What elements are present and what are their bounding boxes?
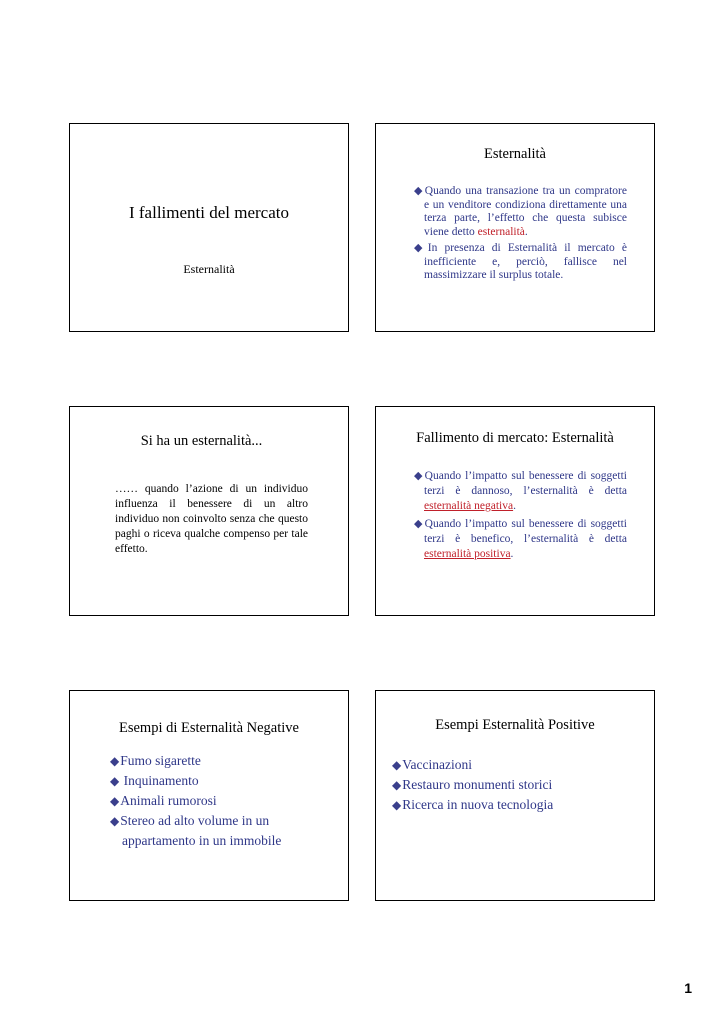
highlight-term: esternalità positiva [424,548,511,560]
diamond-bullet-icon: ◆ [110,814,120,828]
slide-6 [375,690,655,901]
list-item: ◆Quando una transazione tra un compratore e un venditore condiziona direttamente una terza parte, l’effetto che questa subisce viene detto esternalità. [414,185,627,238]
list-item: ◆Quando l’impatto sul benessere di soggetti terzi è benefico, l’esternalità è detta esternalità positiva. [414,518,628,560]
slide-1 [69,123,349,332]
bullet-list [110,751,298,851]
highlight-term: esternalità negativa [424,500,514,512]
diamond-bullet-icon: ◆ [414,518,424,530]
list-item: ◆Ricerca in nuova tecnologia [392,797,554,812]
diamond-bullet-icon: ◆ [110,774,120,788]
diamond-bullet-icon: ◆ [392,758,402,772]
slide-2 [375,123,655,332]
list-item: ◆Fumo sigarette [110,753,201,768]
bullet-list [392,755,634,815]
list-item: ◆Animali rumorosi [110,793,217,808]
diamond-bullet-icon: ◆ [414,470,424,482]
list-item: ◆In presenza di Esternalità il mercato è inefficiente e, perciò, fallisce nel massimizzare il surplus totale. [414,242,627,281]
diamond-bullet-icon: ◆ [392,778,402,792]
slide-subtitle: Esternalità [183,262,235,276]
slide-title: Fallimento di mercato: Esternalità [416,430,614,446]
slide-5 [69,690,349,901]
list-item: ◆Stereo ad alto volume in un appartamento in un immobile [110,813,282,848]
list-item: ◆Vaccinazioni [392,757,472,772]
slide-body: …… quando l’azione di un individuo influenza il benessere di un altro individuo non coinvolto senza che questo paghi o riceva qualche compenso per tale effetto. [115,483,308,555]
diamond-bullet-icon: ◆ [392,798,402,812]
diamond-bullet-icon: ◆ [414,242,427,254]
page-number: 1 [684,980,692,996]
slide-title: Esternalità [483,146,546,162]
diamond-bullet-icon: ◆ [110,754,120,768]
list-item: ◆Quando l’impatto sul benessere di soggetti terzi è dannoso, l’esternalità è detta esternalità negativa. [414,470,628,512]
list-item: ◆Restauro monumenti storici [392,777,553,792]
list-item: ◆ Inquinamento [110,773,199,788]
slide-title: I fallimenti del mercato [128,203,289,222]
diamond-bullet-icon: ◆ [110,794,120,808]
bullet-list [414,469,627,565]
slide-title: Esempi Esternalità Positive [435,717,595,733]
slide-4 [375,406,655,616]
highlight-term: esternalità [477,225,525,238]
diamond-bullet-icon: ◆ [414,185,424,197]
bullet-list [414,185,627,286]
slide-3 [69,406,349,616]
slide-title: Esempi di Esternalità Negative [119,720,299,736]
slide-title: Si ha un esternalità... [140,433,263,449]
